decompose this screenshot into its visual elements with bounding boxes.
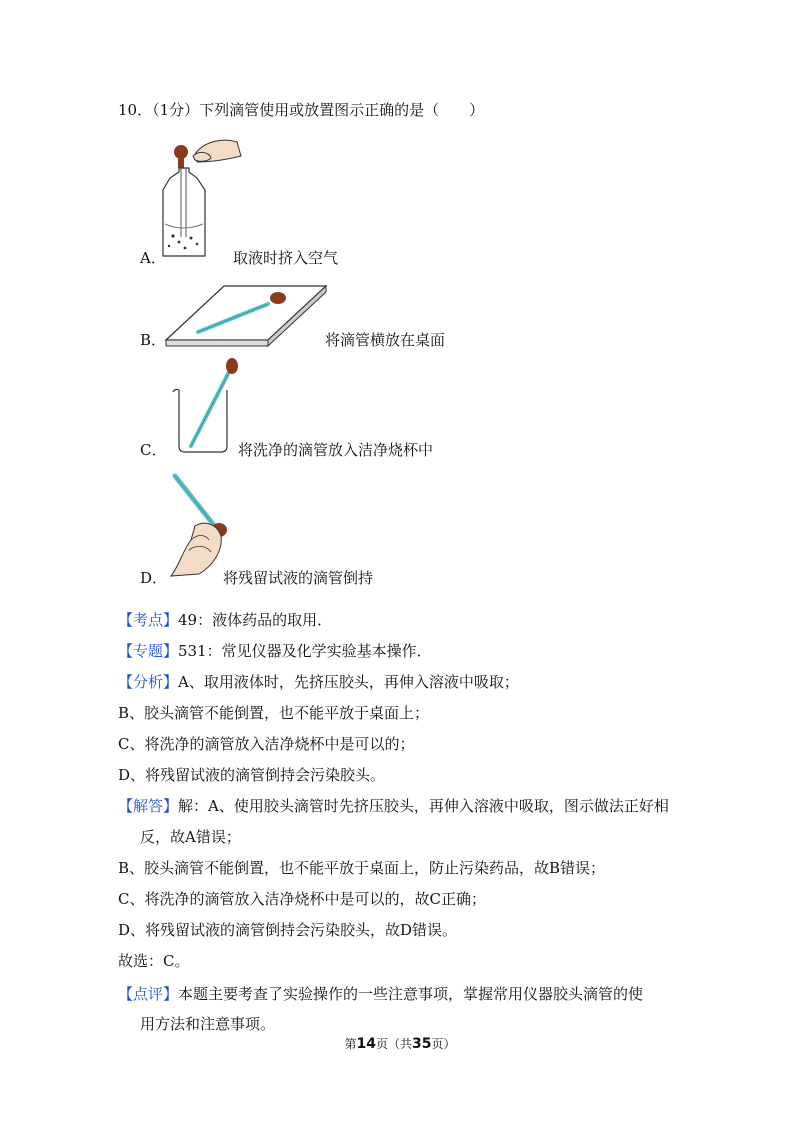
fenxi-line-1 xyxy=(118,672,519,692)
option-b-label: B． xyxy=(140,331,167,349)
jieda-line-3: B、胶头滴管不能倒置，也不能平放于桌面上，防止污染药品，故B错误； xyxy=(118,859,606,877)
zhuanti-tag: 【专题】 xyxy=(118,642,179,660)
option-d-text: 将残留试液的滴管倒持 xyxy=(223,569,374,587)
dianping-line-2: 用方法和注意事项。 xyxy=(140,1015,276,1033)
dianping-line-1 xyxy=(118,984,643,1004)
fenxi-line-2: B、胶头滴管不能倒置，也不能平放于桌面上； xyxy=(118,704,430,722)
option-a-label: A． xyxy=(140,249,166,267)
zhuanti-text: 531：常见仪器及化学实验基本操作． xyxy=(178,642,432,660)
question-text: （1分）下列滴管使用或放置图示正确的是（ ） xyxy=(152,101,485,119)
kaodian-line xyxy=(118,610,332,630)
option-c xyxy=(140,440,166,460)
footer-total-pages: 35 xyxy=(412,1036,432,1052)
fenxi-text-1: A、取用液体时，先挤压胶头，再伸入溶液中吸取； xyxy=(178,673,519,691)
option-d xyxy=(140,568,167,588)
question-stem xyxy=(118,100,484,120)
fenxi-tag: 【分析】 xyxy=(118,673,179,691)
option-c-label: C． xyxy=(140,441,167,459)
dianping-text-1: 本题主要考查了实验操作的一些注意事项，掌握常用仪器胶头滴管的使 xyxy=(178,985,644,1003)
fenxi-line-3: C、将洗净的滴管放入洁净烧杯中是可以的； xyxy=(118,735,415,753)
jieda-line-1 xyxy=(118,796,669,816)
figure-b-dropper-on-table xyxy=(160,280,330,350)
footer-post: 页） xyxy=(431,1037,456,1051)
footer-pre: 第 xyxy=(344,1037,357,1051)
figure-d-dropper-inverted xyxy=(165,470,235,580)
option-b-text: 将滴管横放在桌面 xyxy=(325,331,446,349)
figure-c-dropper-in-beaker xyxy=(165,356,240,456)
kaodian-tag: 【考点】 xyxy=(118,611,179,629)
option-a-text: 取液时挤入空气 xyxy=(233,249,339,267)
jieda-tag: 【解答】 xyxy=(118,797,179,815)
question-number: 10． xyxy=(118,101,153,119)
fenxi-line-4: D、将残留试液的滴管倒持会污染胶头。 xyxy=(118,766,386,784)
zhuanti-line xyxy=(118,641,432,661)
jieda-line-2: 反，故A错误； xyxy=(140,828,241,846)
answer-line: 故选：C。 xyxy=(118,952,190,970)
jieda-line-5: D、将残留试液的滴管倒持会污染胶头，故D错误。 xyxy=(118,921,458,939)
jieda-line-4: C、将洗净的滴管放入洁净烧杯中是可以的，故C正确； xyxy=(118,890,486,908)
option-a xyxy=(140,248,166,268)
option-d-label: D． xyxy=(140,569,168,587)
footer-mid: 页（共 xyxy=(375,1037,412,1051)
page-footer xyxy=(0,1035,800,1052)
figure-a-dropper-in-bottle xyxy=(155,132,245,262)
footer-page-number: 14 xyxy=(356,1036,376,1052)
option-c-text: 将洗净的滴管放入洁净烧杯中 xyxy=(238,441,434,459)
dianping-tag: 【点评】 xyxy=(118,985,179,1003)
kaodian-text: 49：液体药品的取用． xyxy=(178,611,333,629)
option-b xyxy=(140,330,166,350)
jieda-text-1: 解：A、使用胶头滴管时先挤压胶头，再伸入溶液中吸取，图示做法正好相 xyxy=(178,797,669,815)
